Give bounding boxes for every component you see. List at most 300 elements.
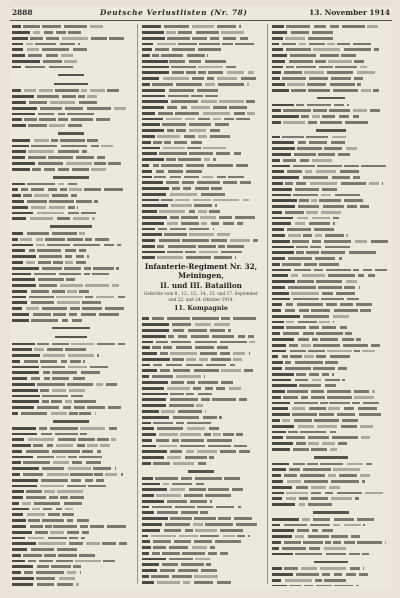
entry-text-line [272, 361, 283, 364]
entry-text-line [86, 542, 100, 545]
casualty-entry [12, 483, 130, 488]
casualty-entry [272, 302, 390, 307]
entry-text-line [142, 66, 169, 69]
casualty-entry [142, 226, 260, 231]
entry-text-line [142, 375, 149, 378]
entry-text-line [87, 139, 98, 142]
entry-text-line [346, 573, 357, 576]
entry-text-line [189, 210, 195, 213]
entry-text-line [204, 433, 211, 436]
entry-text-line [96, 383, 102, 386]
entry-text-line [334, 573, 343, 576]
entry-text-line [363, 567, 364, 570]
entry-text-line [64, 60, 77, 63]
entry-text-line [210, 500, 212, 503]
entry-text-line [354, 350, 360, 353]
entry-text-line [108, 406, 121, 409]
entry-text-line [353, 109, 367, 112]
entry-text-line [142, 152, 157, 155]
entry-text-line [206, 563, 211, 566]
entry-text-line [206, 364, 226, 367]
entry-text-line [228, 329, 232, 332]
entry-text-line [97, 156, 105, 159]
entry-text-line [12, 232, 23, 235]
entry-text-line [12, 438, 24, 441]
entry-text-line [309, 373, 319, 376]
entry-text-line [238, 506, 241, 509]
entry-text-line [330, 25, 339, 28]
entry-text-line [237, 535, 245, 538]
entry-text-line [203, 147, 226, 150]
casualty-entry [142, 432, 260, 437]
entry-text-line [60, 284, 82, 287]
entry-text-line [28, 560, 37, 563]
entry-text-line [332, 373, 335, 376]
entry-text-line [227, 71, 245, 74]
casualty-entry [12, 454, 130, 459]
entry-text-line [21, 188, 28, 191]
casualty-entry [12, 312, 130, 317]
entry-text-line [315, 60, 325, 63]
entry-text-line [43, 508, 51, 511]
casualty-entry [12, 431, 130, 436]
entry-text-line [201, 100, 217, 103]
entry-text-line [272, 373, 294, 376]
entry-text-line [142, 456, 164, 459]
casualty-entry [272, 64, 390, 69]
casualty-entry [12, 254, 130, 259]
entry-text-line [201, 398, 211, 401]
entry-text-line [198, 48, 221, 51]
entry-text-line [287, 83, 305, 86]
entry-text-line [322, 573, 331, 576]
entry-text-line [29, 296, 54, 299]
casualty-list-bottom [142, 316, 260, 586]
casualty-entry [142, 180, 260, 185]
entry-text-line [282, 263, 301, 266]
entry-text-line [272, 407, 288, 410]
entry-text-line [12, 101, 26, 104]
entry-text-line [172, 48, 195, 51]
casualty-entry [272, 187, 390, 192]
entry-text-line [79, 456, 102, 459]
entry-text-line [337, 492, 362, 495]
entry-text-line [283, 159, 297, 162]
entry-text-line [27, 513, 46, 516]
entry-text-line [47, 473, 69, 476]
entry-text-line [81, 212, 96, 215]
entry-text-line [304, 355, 314, 358]
entry-text-line [253, 239, 258, 242]
entry-text-line [272, 332, 280, 335]
entry-text-line [217, 176, 226, 179]
entry-text-line [292, 413, 317, 416]
entry-text-line [68, 212, 79, 215]
casualty-entry [142, 380, 260, 385]
entry-text-line [24, 571, 33, 574]
entry-text-line [158, 228, 167, 231]
entry-text-line [107, 525, 125, 528]
entry-text-line [288, 431, 298, 434]
entry-text-line [181, 222, 199, 225]
casualty-entry [12, 559, 130, 564]
entry-text-line [84, 273, 90, 276]
entry-text-line [189, 123, 212, 126]
issue-date: 13. November 1914 [309, 8, 390, 17]
entry-text-line [142, 369, 157, 372]
entry-text-line [247, 83, 248, 86]
entry-text-line [172, 483, 192, 486]
entry-text-line [12, 371, 39, 374]
entry-text-line [50, 427, 78, 430]
casualty-entry [142, 24, 260, 29]
entry-text-line [301, 567, 317, 570]
entry-text-line [223, 535, 236, 538]
entry-text-line [200, 216, 216, 219]
entry-text-line [178, 410, 202, 413]
entry-text-line [229, 387, 241, 390]
entry-text-line [221, 381, 233, 384]
casualty-entry [272, 447, 390, 452]
casualty-entry [12, 443, 130, 448]
entry-text-line [220, 341, 247, 344]
entry-text-line [221, 369, 241, 372]
entry-text-line [28, 438, 55, 441]
entry-text-line [71, 343, 94, 346]
entry-text-line [353, 269, 360, 272]
entry-text-line [314, 269, 323, 272]
entry-text-line [142, 445, 156, 448]
entry-text-line [94, 200, 98, 203]
entry-text-line [201, 569, 217, 572]
casualty-entry [142, 580, 260, 585]
entry-text-line [331, 77, 351, 80]
entry-text-line [85, 238, 92, 241]
casualty-entry [12, 149, 130, 154]
entry-text-line [12, 560, 25, 563]
entry-text-line [198, 245, 215, 248]
casualty-entry [12, 283, 130, 288]
entry-text-line [43, 354, 65, 357]
entry-text-line [189, 129, 206, 132]
casualty-entry [142, 76, 260, 81]
heading-text-line [50, 225, 92, 228]
entry-text-line [217, 346, 228, 349]
entry-text-line [317, 165, 342, 168]
entry-text-line [142, 558, 166, 561]
entry-text-line [172, 71, 184, 74]
entry-text-line [82, 150, 88, 153]
entry-text-line [43, 371, 50, 374]
casualty-entry [272, 429, 390, 434]
entry-text-line [344, 165, 360, 168]
entry-text-line [142, 352, 157, 355]
entry-text-line [330, 355, 350, 358]
entry-text-line [238, 335, 246, 338]
casualty-entry [12, 123, 130, 128]
entry-text-line [342, 25, 365, 28]
entry-text-line [342, 379, 344, 382]
entry-text-line [96, 118, 110, 121]
entry-text-line [142, 83, 150, 86]
entry-text-line [157, 256, 183, 259]
entry-text-line [56, 296, 83, 299]
entry-text-line [26, 43, 33, 46]
entry-text-line [70, 360, 81, 363]
sub-heading [272, 126, 390, 135]
entry-text-line [166, 181, 179, 184]
casualty-entry [12, 248, 130, 253]
entry-text-line [272, 292, 289, 295]
entry-text-line [28, 150, 54, 153]
entry-text-line [272, 153, 291, 156]
entry-text-line [12, 450, 22, 453]
entry-text-line [371, 344, 380, 347]
casualty-entry [272, 227, 390, 232]
entry-text-line [272, 524, 280, 527]
entry-text-line [164, 233, 186, 236]
casualty-entry [142, 203, 260, 208]
entry-text-line [164, 25, 189, 28]
entry-text-line [310, 524, 330, 527]
entry-text-line [318, 286, 342, 289]
entry-text-line [44, 490, 54, 493]
entry-text-line [199, 251, 218, 254]
entry-text-line [33, 444, 43, 447]
entry-text-line [40, 107, 61, 110]
casualty-entry [12, 524, 130, 529]
entry-text-line [12, 25, 21, 28]
casualty-entry [12, 489, 130, 494]
entry-text-line [170, 450, 183, 453]
entry-text-line [45, 525, 51, 528]
entry-text-line [272, 425, 294, 428]
entry-text-line [142, 176, 152, 179]
entry-text-line [248, 535, 250, 538]
entry-text-line [308, 442, 319, 445]
entry-text-line [358, 407, 377, 410]
entry-text-line [344, 407, 354, 410]
entry-text-line [291, 292, 319, 295]
entry-text-line [285, 367, 312, 370]
entry-text-line [79, 290, 89, 293]
casualty-entry [142, 53, 260, 58]
entry-text-line [47, 444, 53, 447]
entry-text-line [67, 485, 86, 488]
entry-text-line [48, 156, 72, 159]
casualty-entry [142, 111, 260, 116]
entry-text-line [90, 89, 105, 92]
casualty-entry [12, 472, 130, 477]
entry-text-line [303, 176, 328, 179]
entry-text-line [153, 141, 162, 144]
entry-text-line [272, 83, 285, 86]
casualty-entry [12, 300, 130, 305]
entry-text-line [103, 560, 115, 563]
entry-text-line [292, 240, 308, 243]
casualty-entry [272, 192, 390, 197]
entry-text-line [333, 217, 339, 220]
entry-text-line [156, 494, 181, 497]
entry-text-line [12, 124, 26, 127]
entry-text-line [226, 66, 236, 69]
casualty-entry [12, 193, 130, 198]
entry-text-line [21, 412, 47, 415]
casualty-entry [272, 114, 390, 119]
entry-text-line [272, 413, 290, 416]
entry-text-line [181, 477, 192, 480]
heading-text-line [52, 327, 90, 330]
casualty-entry [272, 76, 390, 81]
entry-text-line [81, 371, 100, 374]
entry-text-line [272, 246, 294, 249]
entry-text-line [37, 343, 49, 346]
entry-text-line [12, 531, 32, 534]
entry-text-line [42, 395, 68, 398]
entry-text-line [12, 343, 35, 346]
entry-text-line [308, 37, 333, 40]
entry-text-line [361, 436, 370, 439]
entry-text-line [342, 419, 358, 422]
entry-text-line [285, 37, 305, 40]
casualty-entry [12, 144, 130, 149]
entry-text-line [190, 500, 207, 503]
entry-text-line [182, 181, 193, 184]
entry-text-line [92, 217, 95, 220]
entry-text-line [290, 54, 317, 57]
entry-text-line [61, 360, 67, 363]
entry-text-line [62, 319, 69, 322]
entry-text-line [40, 360, 57, 363]
casualty-entry [12, 161, 130, 166]
entry-text-line [307, 83, 326, 86]
entry-text-line [64, 267, 82, 270]
entry-text-line [272, 25, 284, 28]
entry-text-line [173, 462, 194, 465]
entry-text-line [78, 43, 79, 46]
casualty-entry [142, 510, 260, 515]
entry-text-line [86, 461, 101, 464]
entry-text-line [167, 500, 187, 503]
entry-text-line [338, 153, 350, 156]
casualty-entry [272, 424, 390, 429]
entry-text-line [33, 313, 51, 316]
entry-text-line [12, 162, 35, 165]
casualty-entry [12, 393, 130, 398]
entry-text-line [105, 307, 124, 310]
entry-text-line [307, 463, 318, 466]
entry-text-line [142, 193, 166, 196]
entry-text-line [73, 565, 81, 568]
entry-text-line [344, 199, 363, 202]
entry-text-line [308, 89, 330, 92]
entry-text-line [12, 537, 25, 540]
entry-text-line [157, 581, 180, 584]
entry-text-line [61, 54, 73, 57]
entry-text-line [315, 257, 335, 260]
entry-text-line [272, 367, 282, 370]
entry-text-line [296, 246, 308, 249]
entry-text-line [155, 477, 178, 480]
heading-text-line [53, 176, 88, 179]
entry-text-line [220, 529, 243, 532]
entry-text-line [162, 123, 186, 126]
entry-text-line [241, 77, 256, 80]
entry-text-line [354, 77, 363, 80]
sub-heading [12, 323, 130, 332]
heading-text-line [53, 420, 89, 423]
entry-text-line [36, 238, 43, 241]
entry-text-line [31, 206, 46, 209]
entry-text-line [288, 234, 301, 237]
entry-text-line [12, 200, 24, 203]
entry-text-line [57, 217, 71, 220]
entry-text-line [272, 104, 294, 107]
entry-text-line [156, 439, 169, 442]
entry-text-line [335, 66, 357, 69]
entry-text-line [12, 278, 35, 281]
heading-text-line [58, 132, 83, 135]
entry-text-line [142, 404, 166, 407]
entry-text-line [12, 400, 39, 403]
entry-text-line [320, 54, 338, 57]
entry-text-line [28, 537, 45, 540]
entry-text-line [329, 486, 340, 489]
entry-text-line [334, 309, 358, 312]
entry-text-line [300, 431, 326, 434]
entry-text-line [142, 181, 163, 184]
entry-text-line [321, 251, 345, 254]
entry-text-line [187, 427, 206, 430]
casualty-entry [272, 546, 390, 551]
entry-text-line [152, 54, 159, 57]
entry-text-line [201, 222, 207, 225]
entry-text-line [70, 496, 84, 499]
entry-text-line [12, 554, 21, 557]
entry-text-line [272, 217, 293, 220]
entry-text-line [142, 427, 154, 430]
entry-text-line [24, 89, 36, 92]
entry-text-line [307, 104, 330, 107]
casualty-entry [272, 496, 390, 501]
entry-text-line [197, 506, 214, 509]
entry-text-line [42, 48, 69, 51]
entry-text-line [31, 145, 57, 148]
entry-text-line [297, 217, 309, 220]
entry-text-line [142, 123, 160, 126]
entry-text-line [142, 535, 148, 538]
entry-text-line [239, 25, 242, 28]
casualty-entry [12, 478, 130, 483]
entry-text-line [330, 83, 355, 86]
sub-heading [272, 508, 390, 517]
entry-text-line [300, 159, 309, 162]
entry-text-line [345, 121, 368, 124]
entry-text-line [272, 176, 299, 179]
entry-text-line [327, 43, 335, 46]
entry-text-line [152, 552, 160, 555]
entry-text-line [12, 565, 33, 568]
entry-text-line [335, 194, 360, 197]
entry-text-line [313, 109, 327, 112]
entry-text-line [69, 537, 78, 540]
casualty-entry [12, 449, 130, 454]
entry-text-line [91, 145, 99, 148]
entry-text-line [295, 553, 322, 556]
entry-text-line [37, 95, 59, 98]
casualty-entry [272, 540, 390, 545]
entry-text-line [163, 77, 189, 80]
